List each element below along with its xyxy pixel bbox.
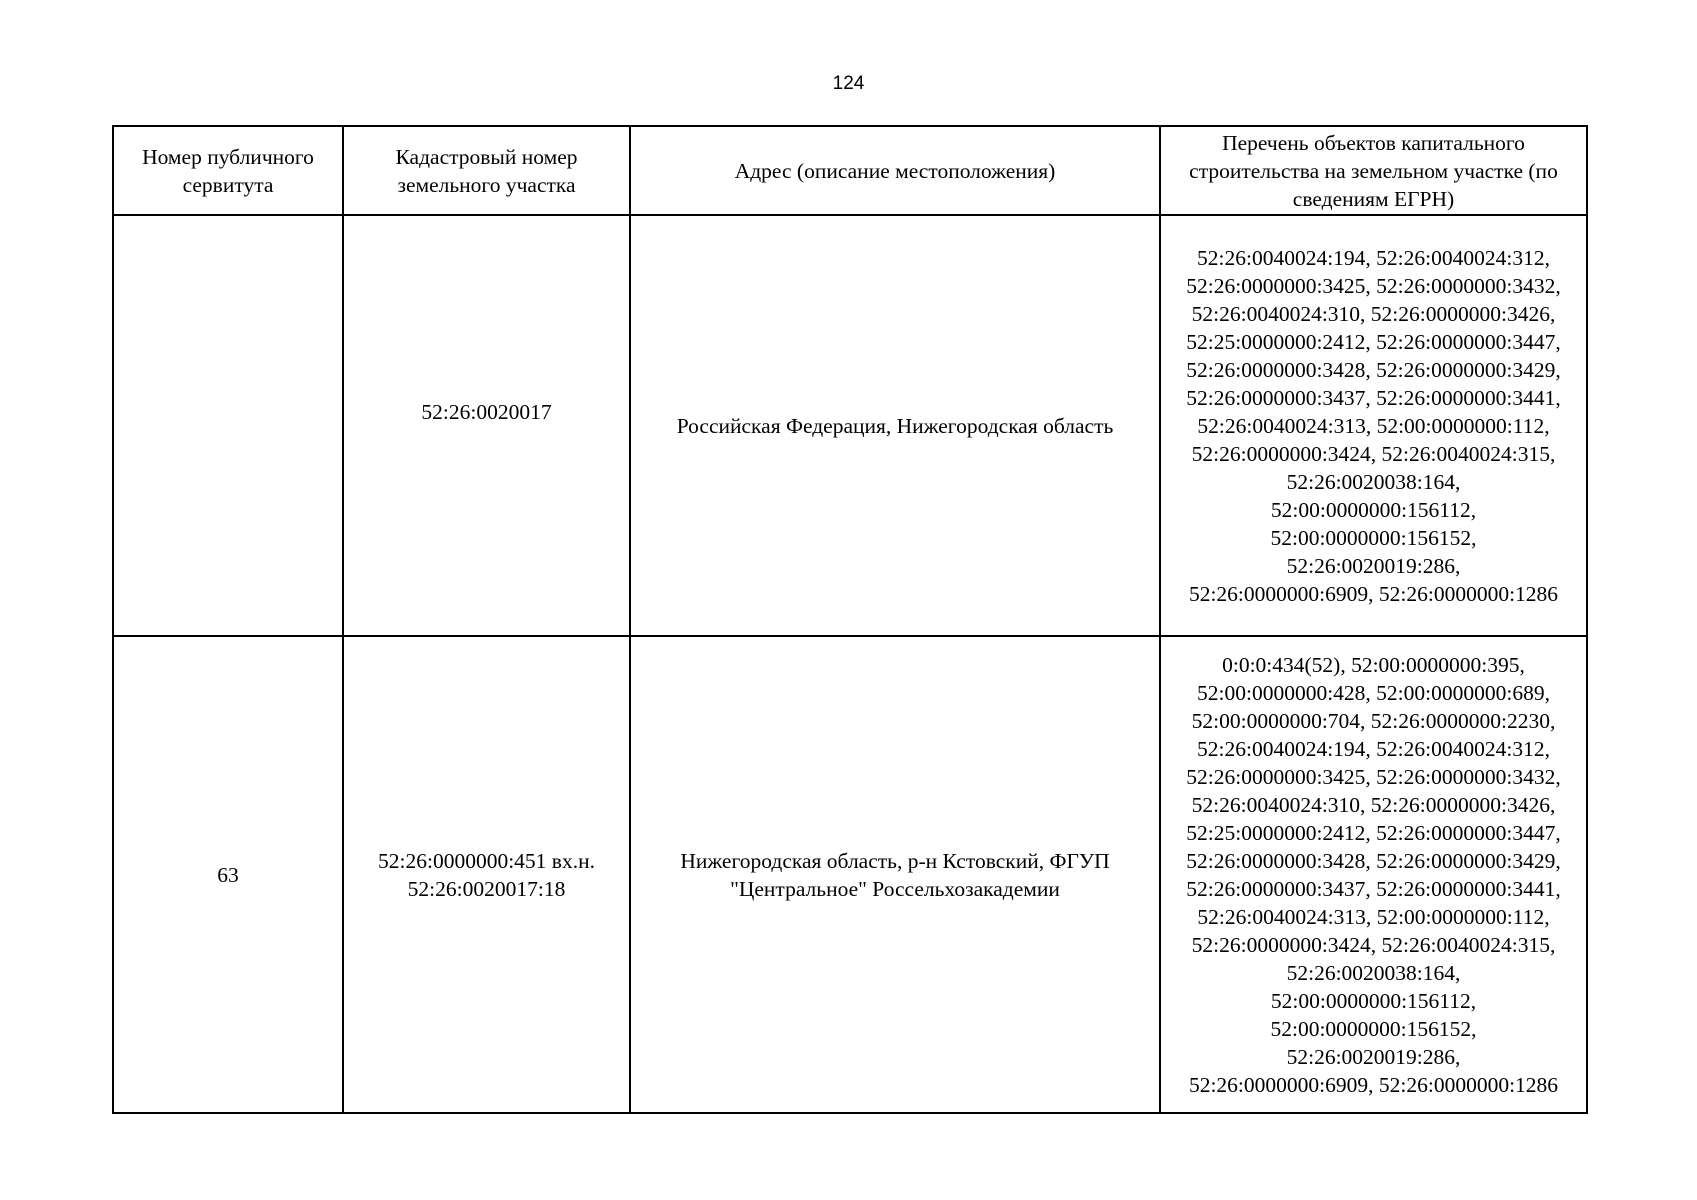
object-line: 52:26:0020038:164,	[1286, 469, 1461, 494]
object-line: 52:26:0040024:194, 52:26:0040024:312,	[1197, 736, 1550, 761]
table-row	[113, 215, 1587, 636]
page-number: 124	[832, 73, 865, 94]
object-line: 52:26:0000000:3425, 52:26:0000000:3432,	[1186, 273, 1561, 298]
cell-objects	[1160, 215, 1587, 636]
cell-objects	[1160, 636, 1587, 1113]
object-line: 52:00:0000000:156112,	[1270, 988, 1477, 1013]
cadastral-number-line: 52:26:0020017:18	[407, 876, 566, 901]
object-line: 52:26:0020019:286,	[1286, 1044, 1461, 1069]
object-line: 52:26:0000000:3424, 52:26:0040024:315,	[1191, 441, 1556, 466]
object-line: 52:26:0040024:313, 52:00:0000000:112,	[1197, 904, 1550, 929]
object-line: 52:25:0000000:2412, 52:26:0000000:3447,	[1186, 329, 1561, 354]
object-line: 52:26:0040024:310, 52:26:0000000:3426,	[1191, 301, 1556, 326]
cell-servitude-number: 63	[113, 636, 343, 1113]
object-line: 52:26:0000000:6909, 52:26:0000000:1286	[1188, 581, 1559, 606]
object-line: 52:00:0000000:428, 52:00:0000000:689,	[1197, 680, 1550, 705]
object-line: 52:26:0000000:3437, 52:26:0000000:3441,	[1186, 876, 1561, 901]
object-line: 52:26:0040024:194, 52:26:0040024:312,	[1197, 245, 1550, 270]
header-address: Адрес (описание местоположения)	[630, 126, 1160, 215]
cell-address: Нижегородская область, р-н Кстовский, ФГУП "Центральное" Россельхозакадемии	[630, 636, 1160, 1113]
table-header-row	[113, 126, 1587, 215]
cadastral-number-line: 52:26:0020017	[421, 399, 552, 424]
object-line: 52:26:0000000:3424, 52:26:0040024:315,	[1191, 932, 1556, 957]
header-cadastral-number: Кадастровый номер земельного участка	[343, 126, 630, 215]
object-line: 52:26:0000000:3425, 52:26:0000000:3432,	[1186, 764, 1561, 789]
object-line: 52:00:0000000:156152,	[1270, 1016, 1477, 1041]
object-line: 52:26:0020019:286,	[1286, 553, 1461, 578]
object-line: 52:26:0000000:6909, 52:26:0000000:1286	[1188, 1072, 1559, 1097]
cadastral-number-line: 52:26:0000000:451 вх.н.	[378, 848, 595, 873]
cell-cadastral-number	[343, 215, 630, 636]
table-row	[113, 636, 1587, 1113]
object-line: 52:26:0020038:164,	[1286, 960, 1461, 985]
object-line: 52:26:0000000:3437, 52:26:0000000:3441,	[1186, 385, 1561, 410]
object-line: 52:26:0040024:313, 52:00:0000000:112,	[1197, 413, 1550, 438]
object-line: 0:0:0:434(52), 52:00:0000000:395,	[1222, 652, 1525, 677]
object-line: 52:25:0000000:2412, 52:26:0000000:3447,	[1186, 820, 1561, 845]
header-servitude-number: Номер публичного сервитута	[113, 126, 343, 215]
object-line: 52:00:0000000:156152,	[1270, 525, 1477, 550]
object-line: 52:00:0000000:704, 52:26:0000000:2230,	[1191, 708, 1556, 733]
header-objects: Перечень объектов капитального строительства на земельном участке (по сведениям ЕГРН)	[1160, 126, 1587, 215]
servitude-table	[112, 125, 1588, 1114]
object-line: 52:26:0000000:3428, 52:26:0000000:3429,	[1186, 848, 1561, 873]
cell-address: Российская Федерация, Нижегородская область	[630, 215, 1160, 636]
cell-servitude-number	[113, 215, 343, 636]
object-line: 52:26:0000000:3428, 52:26:0000000:3429,	[1186, 357, 1561, 382]
object-line: 52:00:0000000:156112,	[1270, 497, 1477, 522]
cell-cadastral-number	[343, 636, 630, 1113]
object-line: 52:26:0040024:310, 52:26:0000000:3426,	[1191, 792, 1556, 817]
